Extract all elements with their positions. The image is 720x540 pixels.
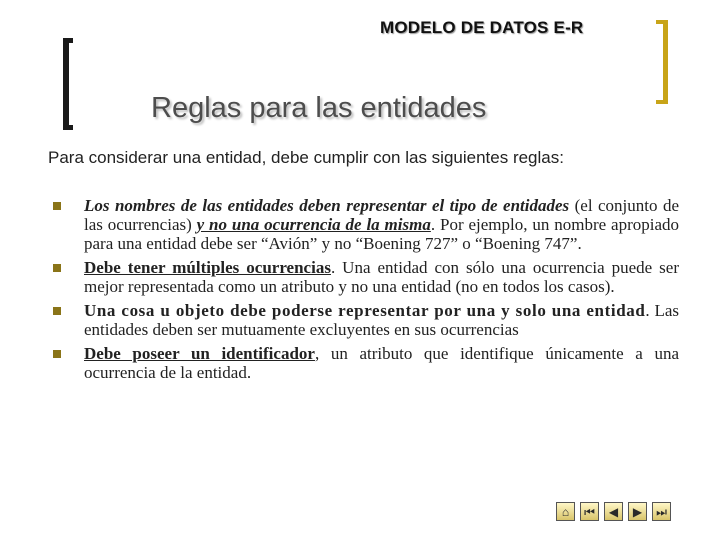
bullet-icon [53,350,61,358]
next-slide-icon: ▶ [632,504,643,519]
slide-header: MODELO DE DATOS E-R [380,18,584,37]
bullet-icon [53,264,61,272]
home-icon: ⌂ [561,504,570,519]
rule-1-text-rest: . Por ejemplo, un nombre apropiado para una entidad debe ser “Avión” y no “Boening 727” o “Boening 747”. [84,215,680,253]
bullet-icon [53,307,61,315]
rule-2-text-bold-underlined: Debe tener múltiples ocurrencias [84,258,331,277]
right-bracket-decoration [656,20,668,104]
bullet-icon [53,202,61,210]
rule-item [53,344,679,382]
rules-list [53,196,679,387]
first-slide-button[interactable] [580,502,599,521]
rule-item [53,258,679,296]
slide-title: Reglas para las entidades [151,92,487,124]
rule-4-text-bold-underlined: Debe poseer un identificador [84,344,315,363]
next-slide-button[interactable] [628,502,647,521]
last-slide-icon: ⏭ [656,504,667,519]
home-button[interactable] [556,502,575,521]
rule-3-text-bold: Una cosa u objeto debe poderse representar por una y solo una entidad [84,301,646,320]
previous-slide-button[interactable] [604,502,623,521]
rule-1-text-bold-italic-underlined: y no una ocurrencia de la misma [196,215,431,234]
rule-4-text: , un atributo que identifique únicamente a una ocurrencia de la entidad. [84,344,680,382]
left-bracket-decoration [63,38,73,130]
slide-navigation [556,502,671,521]
rule-item [53,301,679,339]
intro-text: Para considerar una entidad, debe cumplir con las siguientes reglas: [48,148,564,167]
rule-item [53,196,679,253]
rule-2-text: . Una entidad con sólo una ocurrencia puede ser mejor representada como un atributo y no una entidad (no en todos los casos). [84,258,679,296]
last-slide-button[interactable] [652,502,671,521]
rule-1-text-bold-italic: Los nombres de las entidades deben representar el tipo de entidades [84,196,570,215]
first-slide-icon: ⏮ [584,504,595,519]
rule-3-text: . Las entidades deben ser mutuamente excluyentes en sus ocurrencias [84,301,679,339]
previous-slide-icon: ◀ [608,504,619,519]
rule-1-text: (el conjunto de las ocurrencias) [84,196,679,234]
